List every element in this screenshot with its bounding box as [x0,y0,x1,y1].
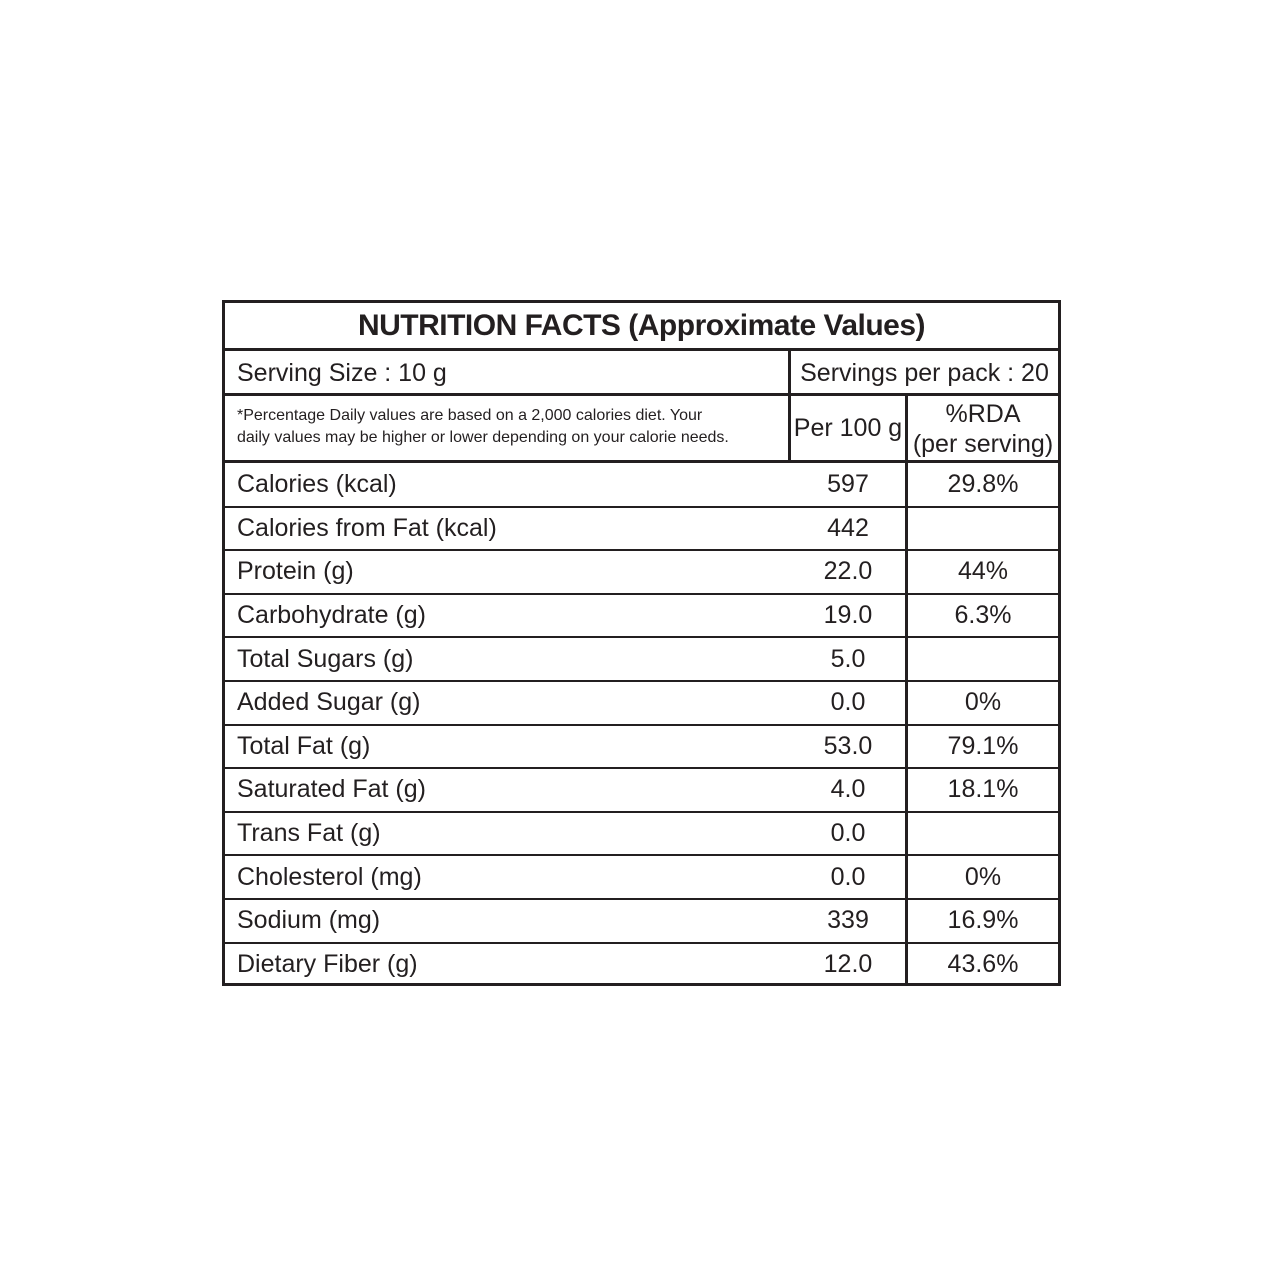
per-100g-value: 0.0 [830,819,866,848]
per-100g-value: 442 [827,513,869,542]
table-title: NUTRITION FACTS (Approximate Values) [225,303,1058,351]
rda-value [908,637,1058,681]
rda-value: 16.9% [947,906,1019,935]
servings-per-pack: Servings per pack : 20 [800,358,1049,387]
per-100g-value: 4.0 [830,775,866,804]
nutrient-name: Protein (g) [237,557,354,586]
per-100g-value: 53.0 [823,731,873,760]
rda-value: 0% [964,862,1002,891]
nutrient-name: Sodium (mg) [237,906,381,935]
per-100g-value: 0.0 [830,688,866,717]
nutrient-name: Total Fat (g) [237,731,371,760]
per-100g-value: 19.0 [823,601,873,630]
rda-value: 18.1% [947,775,1019,804]
nutrient-name: Saturated Fat (g) [237,775,426,804]
rda-value: 0% [964,688,1002,717]
per-100g-value: 597 [827,470,869,499]
rda-value: 79.1% [947,731,1019,760]
nutrient-name: Added Sugar (g) [237,688,421,717]
note-line-1: *Percentage Daily values are based on a 2,000 calories diet. Your [237,407,703,424]
per-100g-value: 339 [827,906,869,935]
per-100g-value: 22.0 [823,557,873,586]
per-100g-value: 0.0 [830,862,866,891]
column-header-rda [908,396,1058,461]
rda-header-line-1: %RDA [945,399,1021,428]
nutrient-name: Calories (kcal) [237,470,397,499]
serving-size: Serving Size : 10 g [237,358,447,387]
nutrient-name: Total Sugars (g) [237,644,414,673]
rda-value: 43.6% [947,949,1019,978]
rda-header-line-2: (per serving) [912,429,1054,458]
note-line-2: daily values may be higher or lower depending on your calorie needs. [237,429,729,446]
nutrient-name: Calories from Fat (kcal) [237,513,497,542]
daily-value-note [237,405,797,449]
divider [788,393,791,463]
nutrition-facts-table [222,300,1061,986]
rda-value: 29.8% [947,470,1019,499]
column-divider [905,460,908,986]
divider [788,351,791,395]
rda-value: 44% [957,557,1009,586]
per-100g-value: 12.0 [823,949,873,978]
rda-value [908,507,1058,551]
nutrient-name: Cholesterol (mg) [237,862,422,891]
rda-value: 6.3% [954,601,1012,630]
nutrient-name: Carbohydrate (g) [237,601,426,630]
per-100g-value: 5.0 [830,644,866,673]
divider [905,393,908,463]
nutrient-name: Trans Fat (g) [237,819,381,848]
column-header-per-100g: Per 100 g [793,414,903,442]
nutrient-name: Dietary Fiber (g) [237,949,418,978]
rda-value [908,812,1058,856]
